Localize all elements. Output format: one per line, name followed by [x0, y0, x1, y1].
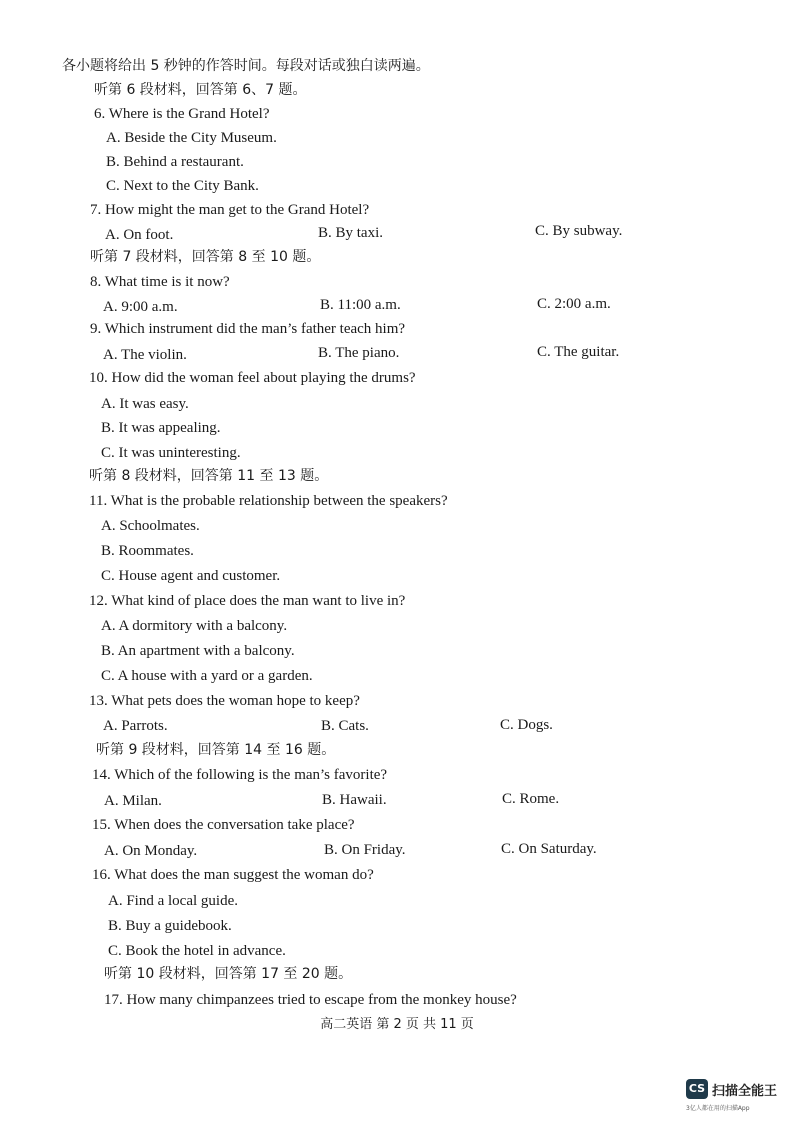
question-option: C. Rome.	[502, 791, 560, 807]
question-stem: 11. What is the probable relationship between the speakers?	[89, 493, 448, 509]
question-stem: 7. How might the man get to the Grand Hotel?	[90, 202, 370, 218]
question-option: C. Book the hotel in advance.	[108, 943, 286, 959]
question-option: B. By taxi.	[318, 225, 384, 241]
question-option: A. 9:00 a.m.	[103, 299, 178, 315]
intro-instruction: 各小题将给出 5 秒钟的作答时间。每段对话或独白读两遍。	[62, 58, 430, 74]
question-option: C. 2:00 a.m.	[537, 296, 611, 312]
question-option: B. Cats.	[321, 718, 369, 734]
question-stem: 12. What kind of place does the man want to live in?	[89, 593, 406, 609]
section-heading: 听第 10 段材料，回答第 17 至 20 题。	[104, 966, 353, 982]
question-option: B. An apartment with a balcony.	[101, 643, 295, 659]
page-footer: 高二英语 第 2 页 共 11 页	[320, 1017, 474, 1032]
scanner-logo-icon: CS	[686, 1079, 708, 1099]
question-option: B. The piano.	[318, 345, 400, 361]
question-stem: 14. Which of the following is the man’s favorite?	[92, 767, 388, 783]
question-option: C. By subway.	[535, 223, 623, 239]
section-heading: 听第 8 段材料，回答第 11 至 13 题。	[89, 468, 329, 484]
question-option: A. On Monday.	[104, 843, 198, 859]
question-option: B. Hawaii.	[322, 792, 387, 808]
section-heading: 听第 7 段材料，回答第 8 至 10 题。	[90, 249, 321, 265]
question-stem: 8. What time is it now?	[90, 274, 230, 290]
question-option: A. A dormitory with a balcony.	[101, 618, 288, 634]
question-option: B. 11:00 a.m.	[320, 297, 401, 313]
question-option: C. The guitar.	[537, 344, 620, 360]
question-option: B. Buy a guidebook.	[108, 918, 232, 934]
question-option: A. The violin.	[103, 347, 187, 363]
question-stem: 9. Which instrument did the man’s father teach him?	[90, 321, 406, 337]
question-stem: 16. What does the man suggest the woman do?	[92, 867, 374, 883]
question-option: A. On foot.	[105, 227, 174, 243]
question-option: C. Dogs.	[500, 717, 553, 733]
question-stem: 13. What pets does the woman hope to keep?	[89, 693, 360, 709]
question-option: C. House agent and customer.	[101, 568, 281, 584]
scanner-tagline: 3亿人都在用的扫描App	[686, 1105, 750, 1112]
question-stem: 10. How did the woman feel about playing the drums?	[89, 370, 416, 386]
question-option: C. It was uninteresting.	[101, 445, 241, 461]
question-option: A. Beside the City Museum.	[106, 130, 277, 146]
question-option: A. Schoolmates.	[101, 518, 200, 534]
question-option: A. Parrots.	[103, 718, 168, 734]
question-option: B. Roommates.	[101, 543, 194, 559]
question-option: B. On Friday.	[324, 842, 406, 858]
scanner-app-name: 扫描全能王	[712, 1084, 778, 1099]
scanner-watermark	[686, 1079, 786, 1119]
question-option: A. Find a local guide.	[108, 893, 238, 909]
section-heading: 听第 6 段材料，回答第 6、7 题。	[94, 82, 307, 98]
question-stem: 15. When does the conversation take place?	[92, 817, 355, 833]
question-stem: 6. Where is the Grand Hotel?	[94, 106, 270, 122]
question-option: A. It was easy.	[101, 396, 189, 412]
question-option: B. It was appealing.	[101, 420, 221, 436]
section-heading: 听第 9 段材料，回答第 14 至 16 题。	[96, 742, 336, 758]
question-option: C. A house with a yard or a garden.	[101, 668, 313, 684]
question-option: C. On Saturday.	[501, 841, 597, 857]
question-option: B. Behind a restaurant.	[106, 154, 244, 170]
question-option: A. Milan.	[104, 793, 162, 809]
question-option: C. Next to the City Bank.	[106, 178, 259, 194]
question-stem: 17. How many chimpanzees tried to escape from the monkey house?	[104, 992, 517, 1008]
